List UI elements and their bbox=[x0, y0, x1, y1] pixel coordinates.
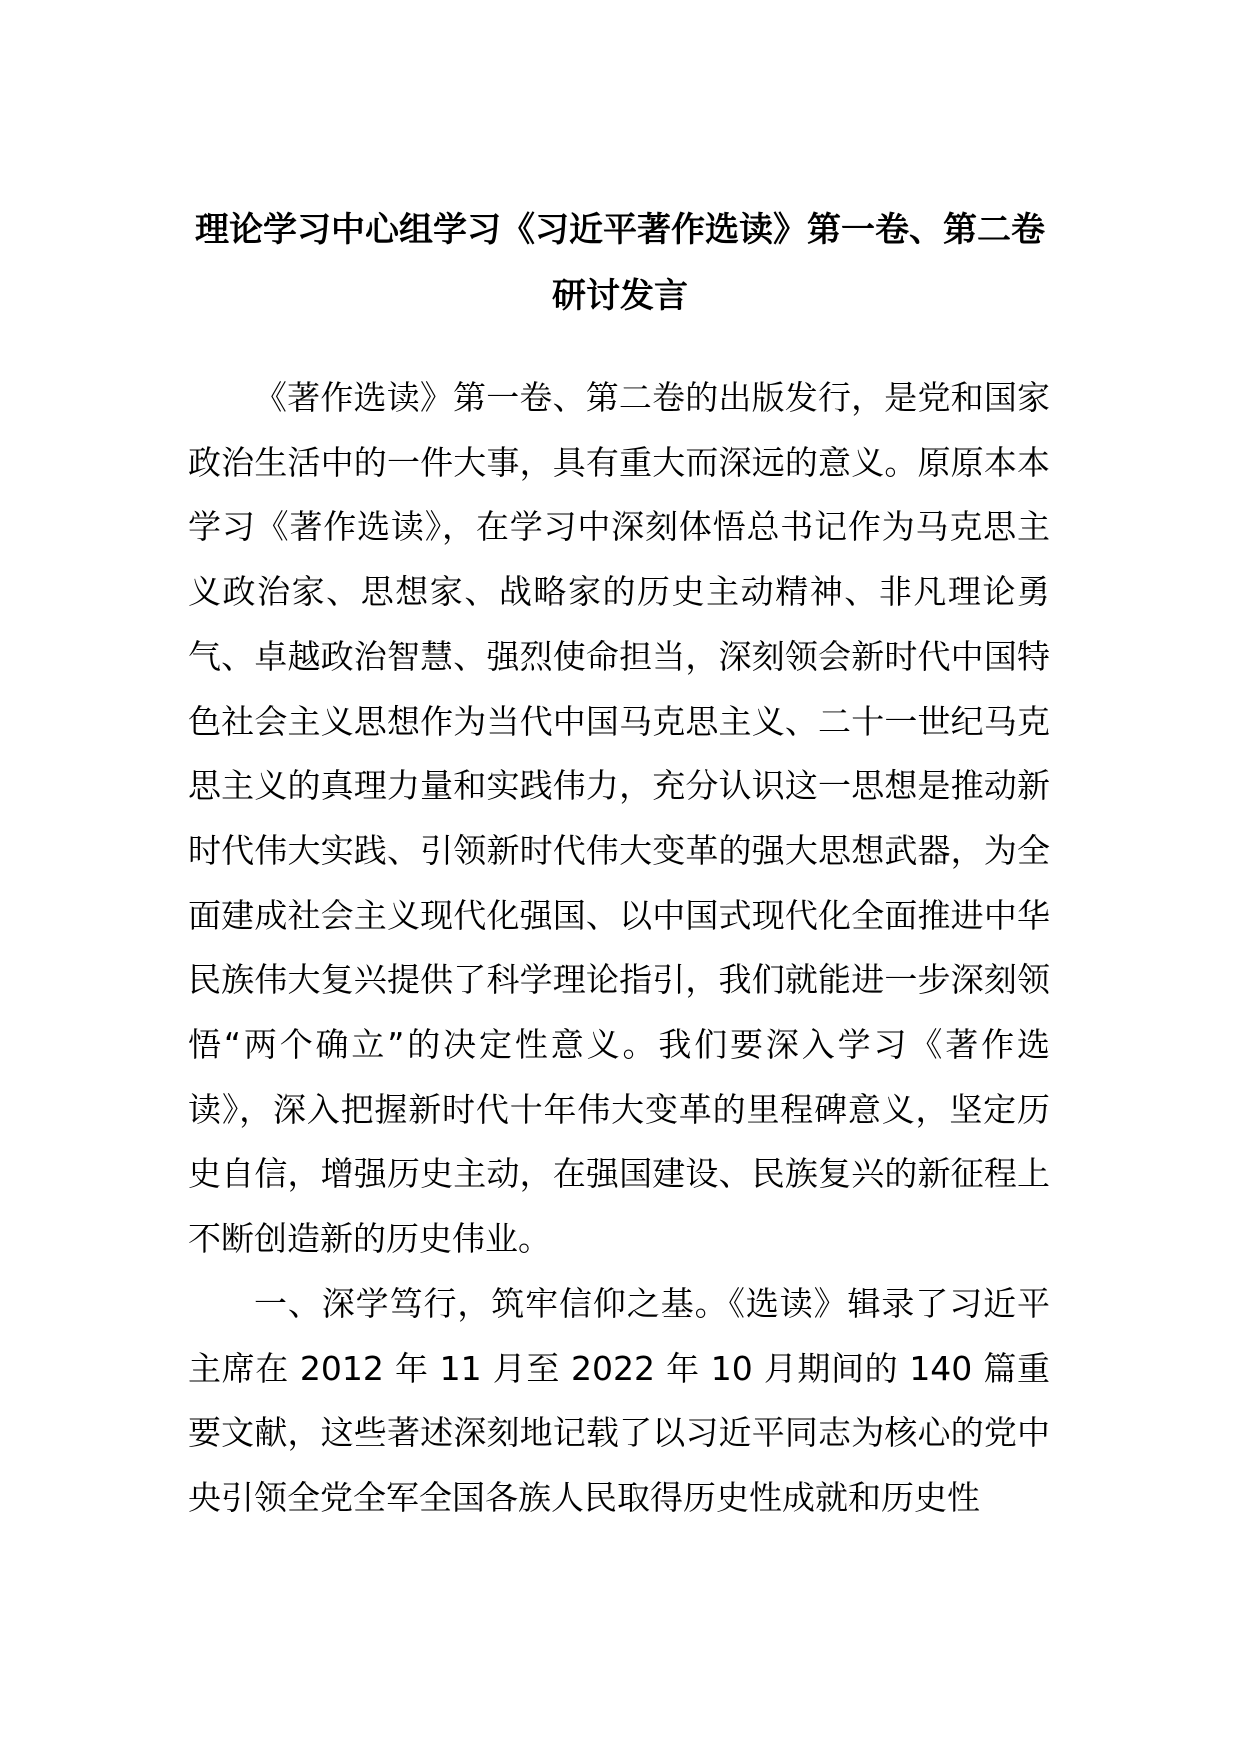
title-line-2: 研讨发言 bbox=[552, 276, 688, 316]
paragraph-section-one: 一、深学笃行，筑牢信仰之基。《选读》辑录了习近平主席在 2012 年 11 月至 2022 年 10 月期间的 140 篇重要文献，这些著述深刻地记载了以习近平同志为核心的党中央引领全党全军全国各族人民取得历史性成就和历史性 bbox=[188, 1283, 1050, 1517]
title-line-1: 理论学习中心组学习《习近平著作选读》第一卷、第二卷 bbox=[195, 210, 1045, 250]
paragraph-intro: 《著作选读》第一卷、第二卷的出版发行，是党和国家政治生活中的一件大事，具有重大而深远的意义。原原本本学习《著作选读》，在学习中深刻体悟总书记作为马克思主义政治家、思想家、战略家的历史主动精神、非凡理论勇气、卓越政治智慧、强烈使命担当，深刻领会新时代中国特色社会主义思想作为当代中国马克思主义、二十一世纪马克思主义的真理力量和实践伟力，充分认识这一思想是推动新时代伟大实践、引领新时代伟大变革的强大思想武器，为全面建成社会主义现代化强国、以中国式现代化全面推进中华民族伟大复兴提供了科学理论指引，我们就能进一步深刻领悟“两个确立”的决定性意义。我们要深入学习《著作选读》，深入把握新时代十年伟大变革的里程碑意义，坚定历史自信，增强历史主动，在强国建设、民族复兴的新征程上不断创造新的历史伟业。 bbox=[188, 378, 1050, 1259]
document-title bbox=[150, 197, 1090, 329]
document-body bbox=[188, 366, 1050, 1531]
